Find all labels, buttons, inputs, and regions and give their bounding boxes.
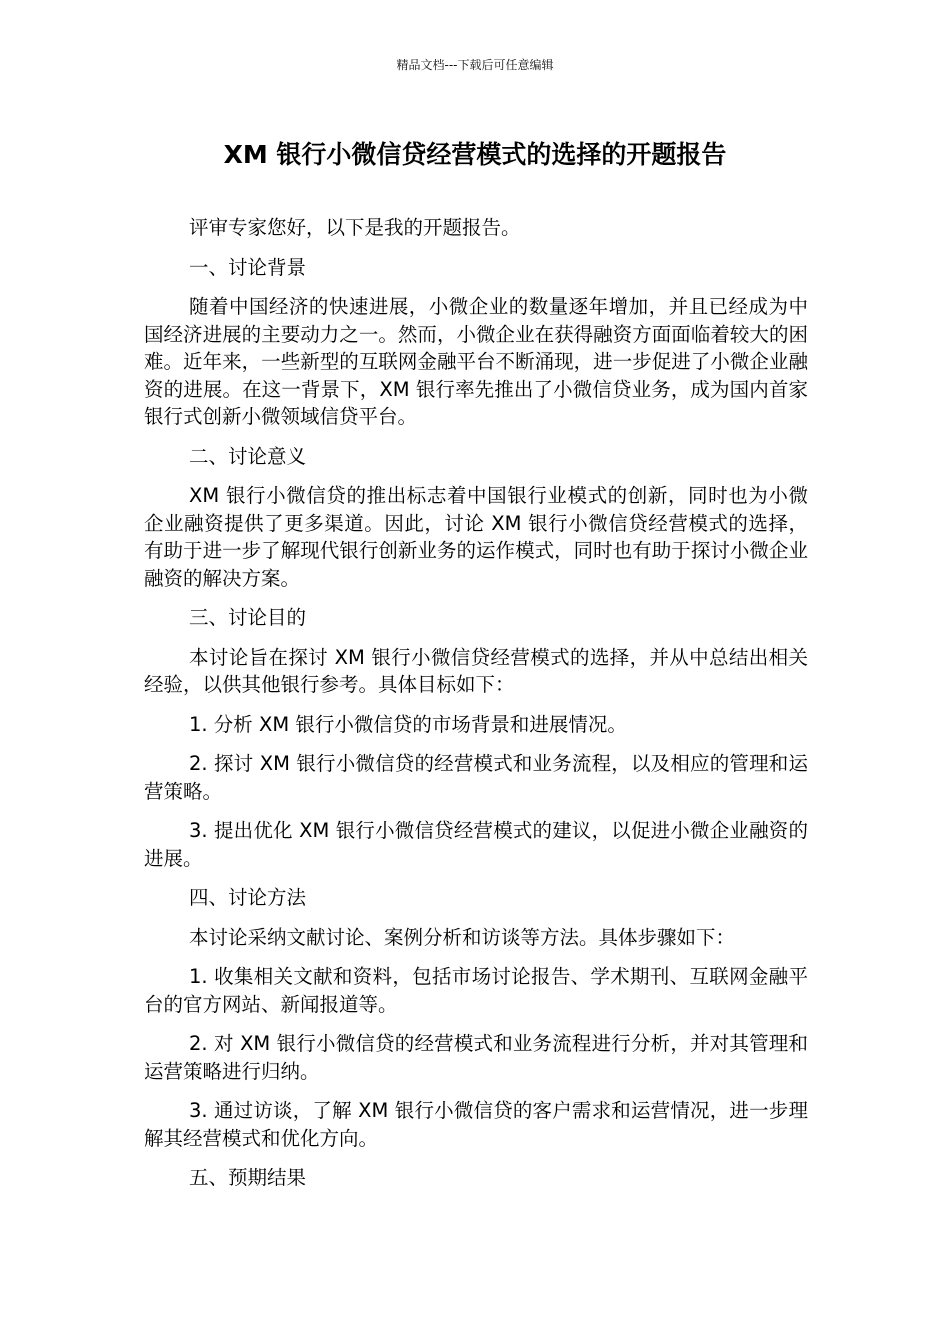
greeting-paragraph: 评审专家您好，以下是我的开题报告。 <box>189 216 521 239</box>
background-paragraph: 随着中国经济的快速进展，小微企业的数量逐年增加，并且已经成为中国经济进展的主要动力之一。然而，小微企业在获得融资方面面临着较大的困难。近年来，一些新型的互联网金融平台不断涌现，进一步促进了小微企业融资的进展。在这一背景下，XM 银行率先推出了小微信贷业务，成为国内首家银行式创新小微领域信贷平台。 <box>144 295 808 428</box>
section-heading-significance: 二、讨论意义 <box>189 444 307 468</box>
purpose-item-2: 2. 探讨 XM 银行小微信贷的经营模式和业务流程，以及相应的管理和运营策略。 <box>144 752 808 803</box>
method-item-2: 2. 对 XM 银行小微信贷的经营模式和业务流程进行分析，并对其管理和运营策略进行归纳。 <box>144 1032 808 1083</box>
page-header: 精品文档---下载后可任意编辑 <box>396 58 554 72</box>
section-heading-expected-results: 五、预期结果 <box>189 1166 307 1189</box>
section-heading-method: 四、讨论方法 <box>189 886 307 909</box>
method-paragraph: 本讨论采纳文献讨论、案例分析和访谈等方法。具体步骤如下： <box>189 925 736 949</box>
section-heading-purpose: 三、讨论目的 <box>189 606 307 629</box>
document-title: XM 银行小微信贷经营模式的选择的开题报告 <box>223 140 727 169</box>
purpose-paragraph: 本讨论旨在探讨 XM 银行小微信贷经营模式的选择，并从中总结出相关经验，以供其他银行参考。具体目标如下： <box>144 645 808 696</box>
significance-paragraph: XM 银行小微信贷的推出标志着中国银行业模式的创新，同时也为小微企业融资提供了更多渠道。因此，讨论 XM 银行小微信贷经营模式的选择，有助于进一步了解现代银行创新业务的运作模式，同时也有助于探讨小微企业融资的解决方案。 <box>144 484 808 590</box>
section-heading-background: 一、讨论背景 <box>189 255 307 279</box>
method-item-1: 1. 收集相关文献和资料，包括市场讨论报告、学术期刊、互联网金融平台的官方网站、新闻报道等。 <box>144 965 808 1016</box>
purpose-item-1: 1. 分析 XM 银行小微信贷的市场背景和进展情况。 <box>189 712 627 736</box>
purpose-item-3: 3. 提出优化 XM 银行小微信贷经营模式的建议，以促进小微企业融资的进展。 <box>144 819 808 870</box>
document-body <box>144 214 808 1204</box>
method-item-3: 3. 通过访谈，了解 XM 银行小微信贷的客户需求和运营情况，进一步理解其经营模式和优化方向。 <box>144 1099 808 1150</box>
